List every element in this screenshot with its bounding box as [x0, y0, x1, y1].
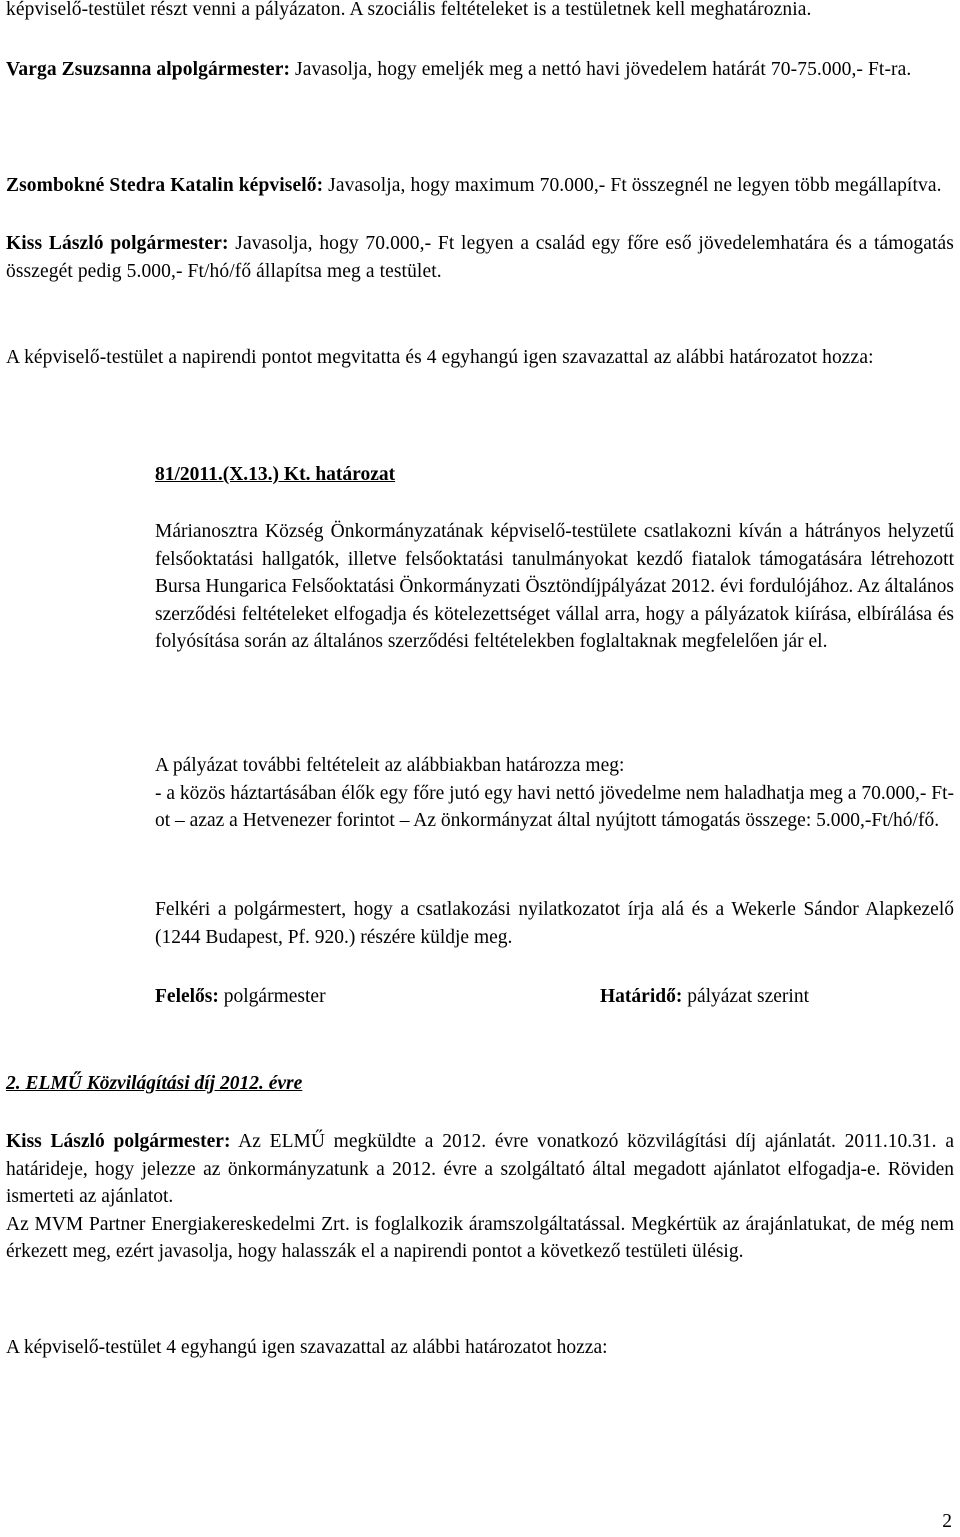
page-number: 2	[942, 1511, 952, 1532]
section-2-title: 2. ELMŰ Közvilágítási díj 2012. évre	[6, 1073, 303, 1094]
speech-text: Javasolja, hogy emeljék meg a nettó havi jövedelem határát 70-75.000,- Ft-ra.	[290, 59, 912, 80]
speaker-name: Kiss László polgármester:	[6, 233, 229, 254]
speaker-name: Zsombokné Stedra Katalin képviselő:	[6, 175, 324, 196]
speaker-name: Kiss László polgármester:	[6, 1131, 231, 1152]
deadline-value: pályázat szerint	[682, 986, 810, 1007]
speech-text: Javasolja, hogy maximum 70.000,- Ft összegnél ne legyen több megállapítva.	[323, 175, 942, 196]
section-2-vote: A képviselő-testület 4 egyhangú igen szavazattal az alábbi határozatot hozza:	[6, 1337, 608, 1358]
deadline	[600, 983, 809, 1011]
resolution-paragraph-1: Márianosztra Község Önkormányzatának képviselő-testülete csatlakozni kíván a hátrányos helyzetű felsőoktatási hallgatók, illetve felsőoktatási tanulmányokat kezdő fiatalok támogatására létrehozott Bursa Hungarica Felsőoktatási Önkormányzati Ösztöndíjpályázat 2012. évi fordulójához. Az általános szerződési feltételeket elfogadja és kötelezettséget vállal arra, hogy a pályázatok kiírása, elbírálása és folyósítása során az általános szerződési feltételekben foglaltaknak megfelelően jár el.	[155, 521, 954, 652]
intro-paragraph	[6, 0, 954, 24]
intro-text: képviselő-testület részt venni a pályázaton. A szociális feltételeket is a testületnek kell meghatároznia.	[6, 0, 812, 20]
speech-text-2: Az MVM Partner Energiakereskedelmi Zrt. is foglalkozik áramszolgáltatással. Megkértük az árajánlatukat, de még nem érkezett meg, ezért javasolja, hogy halasszák el a napirendi pontot a következő testületi ülésig.	[6, 1213, 954, 1262]
conditions-intro: A pályázat további feltételeit az alábbiakban határozza meg:	[155, 755, 625, 776]
deadline-label: Határidő:	[600, 986, 683, 1007]
vote-statement	[6, 344, 954, 372]
responsible-value: polgármester	[218, 986, 326, 1007]
responsible-label: Felelős:	[155, 986, 219, 1007]
speaker-name: Varga Zsuzsanna alpolgármester:	[6, 59, 291, 80]
resolution-paragraph-3: Felkéri a polgármestert, hogy a csatlakozási nyilatkozatot írja alá és a Wekerle Sándor Alapkezelő (1244 Budapest, Pf. 920.) részére küldje meg.	[155, 899, 954, 948]
resolution-number: 81/2011.(X.13.) Kt. határozat	[155, 464, 396, 485]
conditions-text: - a közös háztartásában élők egy főre jutó egy havi nettó jövedelme nem haladhatja meg a 70.000,- Ft-ot – azaz a Hetvenezer forintot – Az önkormányzat által nyújtott támogatás összege: 5.000,-Ft/hó/fő.	[155, 782, 954, 831]
responsibility-row	[155, 983, 954, 1011]
speech-text: Javasolja, hogy 70.000,- Ft legyen a család egy főre eső jövedelemhatára és a támogatás összegét pedig 5.000,- Ft/hó/fő állapítsa meg a testület.	[6, 233, 954, 282]
vote-text: A képviselő-testület a napirendi pontot megvitatta és 4 egyhangú igen szavazattal az alábbi határozatot hozza:	[6, 347, 874, 368]
responsible	[155, 983, 326, 1011]
speech-kiss	[6, 230, 954, 285]
speech-varga	[6, 56, 954, 84]
speech-zsombokne	[6, 172, 954, 200]
resolution-paragraph-2	[155, 752, 954, 835]
speech-text: Az ELMŰ megküldte a 2012. évre vonatkozó közvilágítási díj ajánlatát. 2011.10.31. a határideje, hogy jelezze az önkormányzatunk a 2012. évre a szolgáltató által megadott ajánlatot elfogadja-e. Röviden ismerteti az ajánlatot.	[6, 1131, 954, 1207]
section-2-speech	[6, 1128, 954, 1266]
